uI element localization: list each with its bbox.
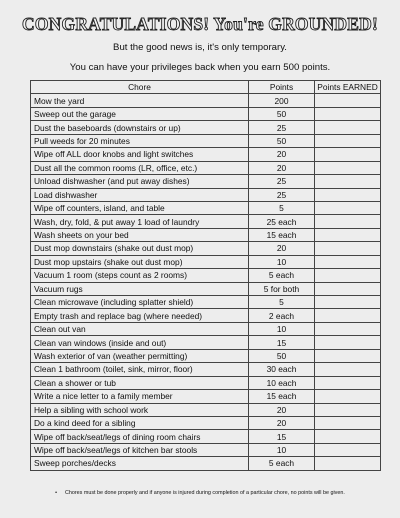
chore-cell: Clean out van — [31, 322, 249, 335]
points-cell: 2 each — [249, 309, 315, 322]
points-earned-cell[interactable] — [315, 443, 381, 456]
points-cell: 5 each — [249, 457, 315, 470]
points-cell: 10 — [249, 255, 315, 268]
page-title: CONGRATULATIONS! You're GROUNDED! — [22, 14, 378, 34]
points-cell: 15 — [249, 336, 315, 349]
chore-cell: Wash, dry, fold, & put away 1 load of laundry — [31, 215, 249, 228]
points-cell: 200 — [249, 94, 315, 107]
points-earned-cell[interactable] — [315, 134, 381, 147]
points-earned-cell[interactable] — [315, 188, 381, 201]
points-cell: 15 each — [249, 390, 315, 403]
table-row — [31, 242, 381, 255]
points-cell: 15 each — [249, 228, 315, 241]
chore-cell: Write a nice letter to a family member — [31, 390, 249, 403]
points-cell: 5 each — [249, 269, 315, 282]
table-row — [31, 175, 381, 188]
points-cell: 5 for both — [249, 282, 315, 295]
table-row — [31, 107, 381, 120]
points-earned-cell[interactable] — [315, 457, 381, 470]
chore-cell: Wipe off ALL door knobs and light switches — [31, 148, 249, 161]
footnote-text: Chores must be done properly and if anyone is injured during completion of a particular chore, no points will be given. — [65, 490, 345, 496]
points-earned-cell[interactable] — [315, 107, 381, 120]
chore-cell: Clean van windows (inside and out) — [31, 336, 249, 349]
table-row — [31, 336, 381, 349]
chore-cell: Load dishwasher — [31, 188, 249, 201]
table-row — [31, 390, 381, 403]
table-header-row — [31, 81, 381, 94]
chore-table-body — [31, 94, 381, 470]
table-row — [31, 201, 381, 214]
chore-cell: Wash sheets on your bed — [31, 228, 249, 241]
chore-cell: Do a kind deed for a sibling — [31, 416, 249, 429]
column-header-points-earned: Points EARNED — [315, 81, 381, 94]
points-earned-cell[interactable] — [315, 282, 381, 295]
table-row — [31, 228, 381, 241]
chore-cell: Clean a shower or tub — [31, 376, 249, 389]
points-cell: 5 — [249, 296, 315, 309]
points-cell: 50 — [249, 107, 315, 120]
subtitle: But the good news is, it's only temporary. — [113, 42, 287, 53]
chore-cell: Vacuum 1 room (steps count as 2 rooms) — [31, 269, 249, 282]
points-cell: 10 — [249, 443, 315, 456]
points-earned-cell[interactable] — [315, 121, 381, 134]
table-row — [31, 121, 381, 134]
points-earned-cell[interactable] — [315, 175, 381, 188]
table-row — [31, 309, 381, 322]
points-earned-cell[interactable] — [315, 336, 381, 349]
points-cell: 10 each — [249, 376, 315, 389]
points-cell: 5 — [249, 201, 315, 214]
points-cell: 20 — [249, 242, 315, 255]
chore-table — [30, 80, 381, 471]
points-earned-cell[interactable] — [315, 148, 381, 161]
points-cell: 25 each — [249, 215, 315, 228]
points-earned-cell[interactable] — [315, 309, 381, 322]
points-earned-cell[interactable] — [315, 255, 381, 268]
points-earned-cell[interactable] — [315, 228, 381, 241]
points-cell: 20 — [249, 161, 315, 174]
table-row — [31, 148, 381, 161]
table-row — [31, 443, 381, 456]
chore-cell: Clean 1 bathroom (toilet, sink, mirror, floor) — [31, 363, 249, 376]
table-row — [31, 282, 381, 295]
chore-cell: Dust mop upstairs (shake out dust mop) — [31, 255, 249, 268]
column-header-chore: Chore — [31, 81, 249, 94]
points-earned-cell[interactable] — [315, 94, 381, 107]
points-earned-cell[interactable] — [315, 201, 381, 214]
table-row — [31, 188, 381, 201]
chore-cell: Clean microwave (including splatter shield) — [31, 296, 249, 309]
chore-cell: Dust mop downstairs (shake out dust mop) — [31, 242, 249, 255]
column-header-points: Points — [249, 81, 315, 94]
table-row — [31, 215, 381, 228]
chore-cell: Mow the yard — [31, 94, 249, 107]
points-earned-cell[interactable] — [315, 269, 381, 282]
chore-cell: Vacuum rugs — [31, 282, 249, 295]
points-earned-cell[interactable] — [315, 390, 381, 403]
table-row — [31, 416, 381, 429]
points-cell: 30 each — [249, 363, 315, 376]
points-earned-cell[interactable] — [315, 161, 381, 174]
table-row — [31, 376, 381, 389]
points-earned-cell[interactable] — [315, 296, 381, 309]
points-earned-cell[interactable] — [315, 215, 381, 228]
footnote — [0, 490, 400, 496]
table-row — [31, 363, 381, 376]
points-earned-cell[interactable] — [315, 403, 381, 416]
chore-cell: Pull weeds for 20 minutes — [31, 134, 249, 147]
table-row — [31, 430, 381, 443]
chore-cell: Unload dishwasher (and put away dishes) — [31, 175, 249, 188]
points-cell: 20 — [249, 403, 315, 416]
points-cell: 50 — [249, 134, 315, 147]
points-earned-cell[interactable] — [315, 322, 381, 335]
table-row — [31, 457, 381, 470]
table-row — [31, 403, 381, 416]
points-earned-cell[interactable] — [315, 430, 381, 443]
chore-cell: Wash exterior of van (weather permitting) — [31, 349, 249, 362]
chore-cell: Dust all the common rooms (LR, office, etc.) — [31, 161, 249, 174]
chore-cell: Wipe off counters, island, and table — [31, 201, 249, 214]
points-cell: 50 — [249, 349, 315, 362]
points-cell: 20 — [249, 148, 315, 161]
points-earned-cell[interactable] — [315, 242, 381, 255]
chore-cell: Wipe off back/seat/legs of kitchen bar stools — [31, 443, 249, 456]
table-row — [31, 161, 381, 174]
points-cell: 25 — [249, 175, 315, 188]
points-earned-cell[interactable] — [315, 376, 381, 389]
chore-cell: Sweep porches/decks — [31, 457, 249, 470]
chore-cell: Help a sibling with school work — [31, 403, 249, 416]
chore-cell: Wipe off back/seat/legs of dining room chairs — [31, 430, 249, 443]
points-cell: 10 — [249, 322, 315, 335]
table-row — [31, 296, 381, 309]
table-row — [31, 349, 381, 362]
table-row — [31, 94, 381, 107]
points-cell: 15 — [249, 430, 315, 443]
chore-cell: Empty trash and replace bag (where needed) — [31, 309, 249, 322]
table-row — [31, 134, 381, 147]
chore-cell: Dust the baseboards (downstairs or up) — [31, 121, 249, 134]
points-earned-cell[interactable] — [315, 349, 381, 362]
points-cell: 25 — [249, 121, 315, 134]
points-cell: 25 — [249, 188, 315, 201]
points-earned-cell[interactable] — [315, 363, 381, 376]
table-row — [31, 269, 381, 282]
table-row — [31, 255, 381, 268]
points-cell: 20 — [249, 416, 315, 429]
points-earned-cell[interactable] — [315, 416, 381, 429]
chore-cell: Sweep out the garage — [31, 107, 249, 120]
table-row — [31, 322, 381, 335]
subtitle-points-goal: You can have your privileges back when you earn 500 points. — [69, 62, 331, 73]
bullet-icon: • — [55, 490, 57, 496]
